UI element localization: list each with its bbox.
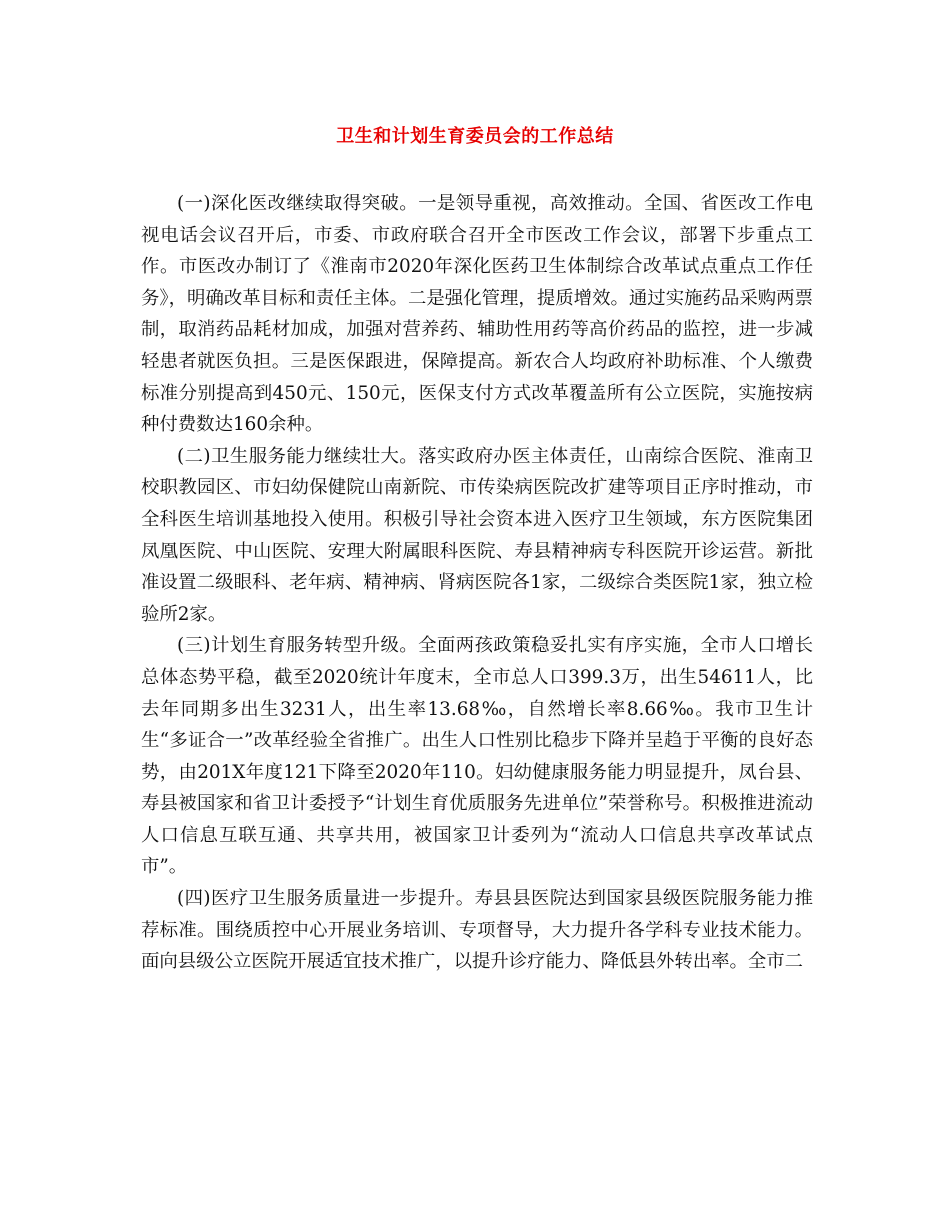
- document-title: 卫生和计划生育委员会的工作总结: [336, 126, 614, 147]
- paragraph-1: (一)深化医改继续取得突破。一是领导重视，高效推动。全国、省医改工作电视电话会议召开后，市委、市政府联合召开全市医改工作会议，部署下步重点工作。市医改办制订了《淮南市2020年深化医药卫生体制综合改革试点重点工作任务》，明确改革目标和责任主体。二是强化管理，提质增效。通过实施药品采购两票制，取消药品耗材加成，加强对营养药、辅助性用药等高价药品的监控，进一步减轻患者就医负担。三是医保跟进，保障提高。新农合人均政府补助标准、个人缴费标准分别提高到450元、150元，医保支付方式改革覆盖所有公立医院，实施按病种付费数达160余种。: [141, 193, 813, 436]
- paragraph-4: (四)医疗卫生服务质量进一步提升。寿县县医院达到国家县级医院服务能力推荐标准。围绕质控中心开展业务培训、专项督导，大力提升各学科专业技术能力。面向县级公立医院开展适宜技术推广，以提升诊疗能力、降低县外转出率。全市二: [141, 888, 813, 973]
- document-body: [141, 188, 813, 978]
- paragraph-2: (二)卫生服务能力继续壮大。落实政府办医主体责任，山南综合医院、淮南卫校职教园区、市妇幼保健院山南新院、市传染病医院改扩建等项目正序时推动，市全科医生培训基地投入使用。积极引导社会资本进入医疗卫生领域，东方医院集团凤凰医院、中山医院、安理大附属眼科医院、寿县精神病专科医院开诊运营。新批准设置二级眼科、老年病、精神病、肾病医院各1家，二级综合类医院1家，独立检验所2家。: [141, 445, 813, 625]
- paragraph-3: (三)计划生育服务转型升级。全面两孩政策稳妥扎实有序实施，全市人口增长总体态势平稳，截至2020统计年度末，全市总人口399.3万，出生54611人，比去年同期多出生3231人，出生率13.68‰，自然增长率8.66‰。我市卫生计生“多证合一”改革经验全省推广。出生人口性别比稳步下降并呈趋于平衡的良好态势，由201X年度121下降至2020年110。妇幼健康服务能力明显提升，凤台县、寿县被国家和省卫计委授予“计划生育优质服务先进单位”荣誉称号。积极推进流动人口信息互联互通、共享共用，被国家卫计委列为“流动人口信息共享改革试点市”。: [141, 635, 813, 878]
